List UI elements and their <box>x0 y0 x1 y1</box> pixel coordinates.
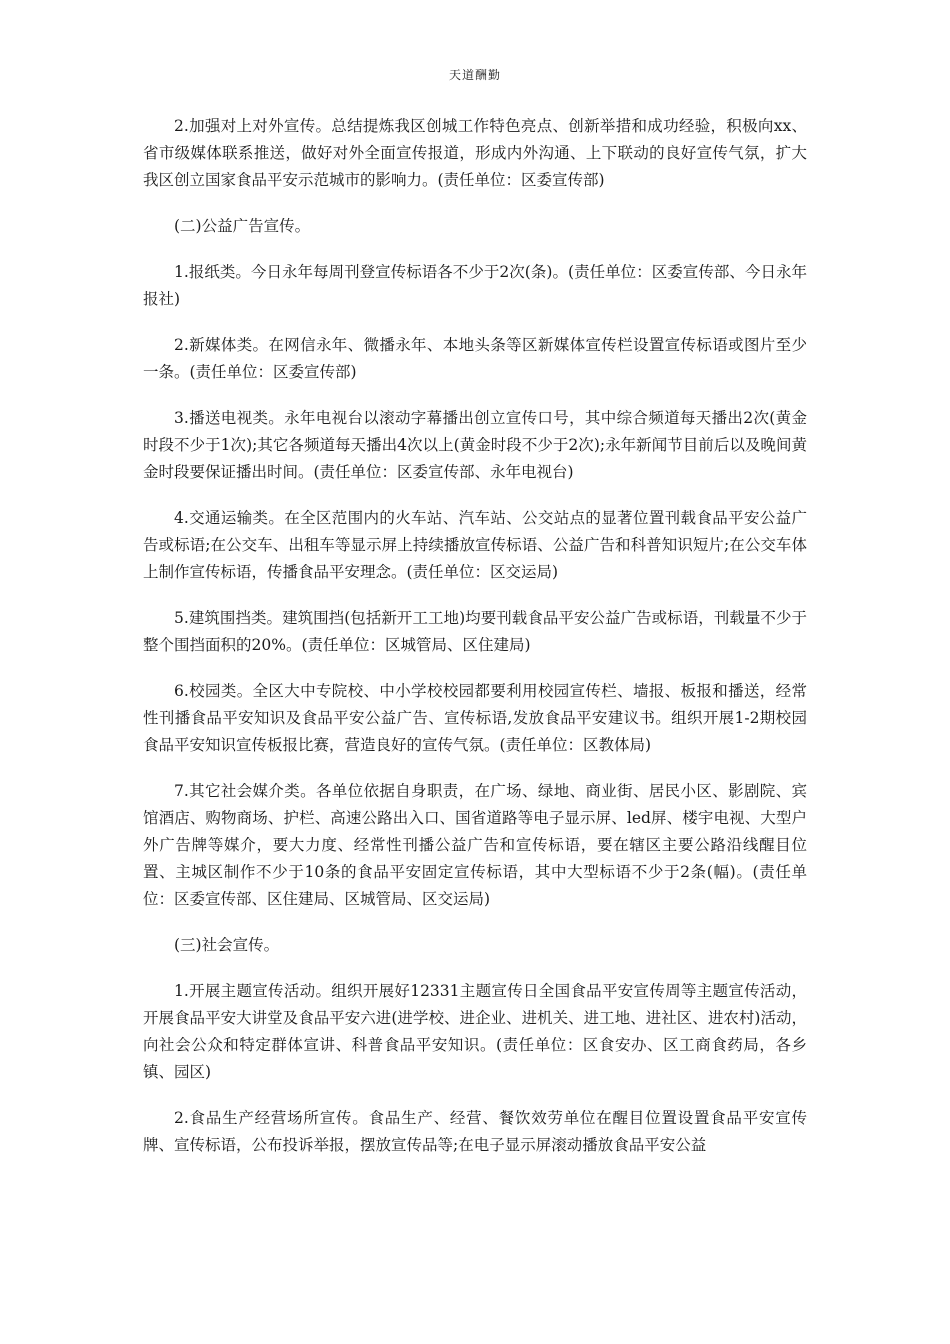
paragraph: 3.播送电视类。永年电视台以滚动字幕播出创立宣传口号，其中综合频道每天播出2次(黄金时段不少于1次);其它各频道每天播出4次以上(黄金时段不少于2次);永年新闻节目前后以及晚间黄金时段要保证播出时间。(责任单位：区委宣传部、永年电视台) <box>143 409 807 481</box>
paragraph: 2.新媒体类。在网信永年、微播永年、本地头条等区新媒体宣传栏设置宣传标语或图片至少一条。(责任单位：区委宣传部) <box>143 336 807 381</box>
section-heading: (二)公益广告宣传。 <box>174 217 311 235</box>
paragraph: 2.食品生产经营场所宣传。食品生产、经营、餐饮效劳单位在醒目位置设置食品平安宣传牌、宣传标语，公布投诉举报，摆放宣传品等;在电子显示屏滚动播放食品平安公益 <box>143 1109 807 1154</box>
section-heading: (三)社会宣传。 <box>174 936 280 954</box>
paragraph: 1.开展主题宣传活动。组织开展好12331主题宣传日全国食品平安宣传周等主题宣传活动，开展食品平安大讲堂及食品平安六进(进学校、进企业、进机关、进工地、进社区、进农村)活动，向社会公众和特定群体宣讲、科普食品平安知识。(责任单位：区食安办、区工商食药局，各乡镇、园区) <box>143 982 807 1081</box>
paragraph: 6.校园类。全区大中专院校、中小学校校园都要利用校园宣传栏、墙报、板报和播送，经常性刊播食品平安知识及食品平安公益广告、宣传标语,发放食品平安建议书。组织开展1-2期校园食品平安知识宣传板报比赛，营造良好的宣传气氛。(责任单位：区教体局) <box>143 682 807 754</box>
page-header: 天道酬勤 <box>448 68 501 82</box>
paragraph: 4.交通运输类。在全区范围内的火车站、汽车站、公交站点的显著位置刊载食品平安公益广告或标语;在公交车、出租车等显示屏上持续播放宣传标语、公益广告和科普知识短片;在公交车体上制作宣传标语，传播食品平安理念。(责任单位：区交运局) <box>143 509 807 581</box>
paragraph: 1.报纸类。今日永年每周刊登宣传标语各不少于2次(条)。(责任单位：区委宣传部、今日永年报社) <box>143 263 807 308</box>
document-body <box>143 113 807 1178</box>
paragraph: 5.建筑围挡类。建筑围挡(包括新开工工地)均要刊载食品平安公益广告或标语，刊载量不少于整个围挡面积的20%。(责任单位：区城管局、区住建局) <box>143 609 807 654</box>
paragraph: 2.加强对上对外宣传。总结提炼我区创城工作特色亮点、创新举措和成功经验，积极向xx、省市级媒体联系推送，做好对外全面宣传报道，形成内外沟通、上下联动的良好宣传气氛，扩大我区创立国家食品平安示范城市的影响力。(责任单位：区委宣传部) <box>143 117 807 189</box>
paragraph: 7.其它社会媒介类。各单位依据自身职责，在广场、绿地、商业街、居民小区、影剧院、宾馆酒店、购物商场、护栏、高速公路出入口、国省道路等电子显示屏、led屏、楼宇电视、大型户外广告牌等媒介，要大力度、经常性刊播公益广告和宣传标语，要在辖区主要公路沿线醒目位置、主城区制作不少于10条的食品平安固定宣传标语，其中大型标语不少于2条(幅)。(责任单位：区委宣传部、区住建局、区城管局、区交运局) <box>143 782 807 908</box>
